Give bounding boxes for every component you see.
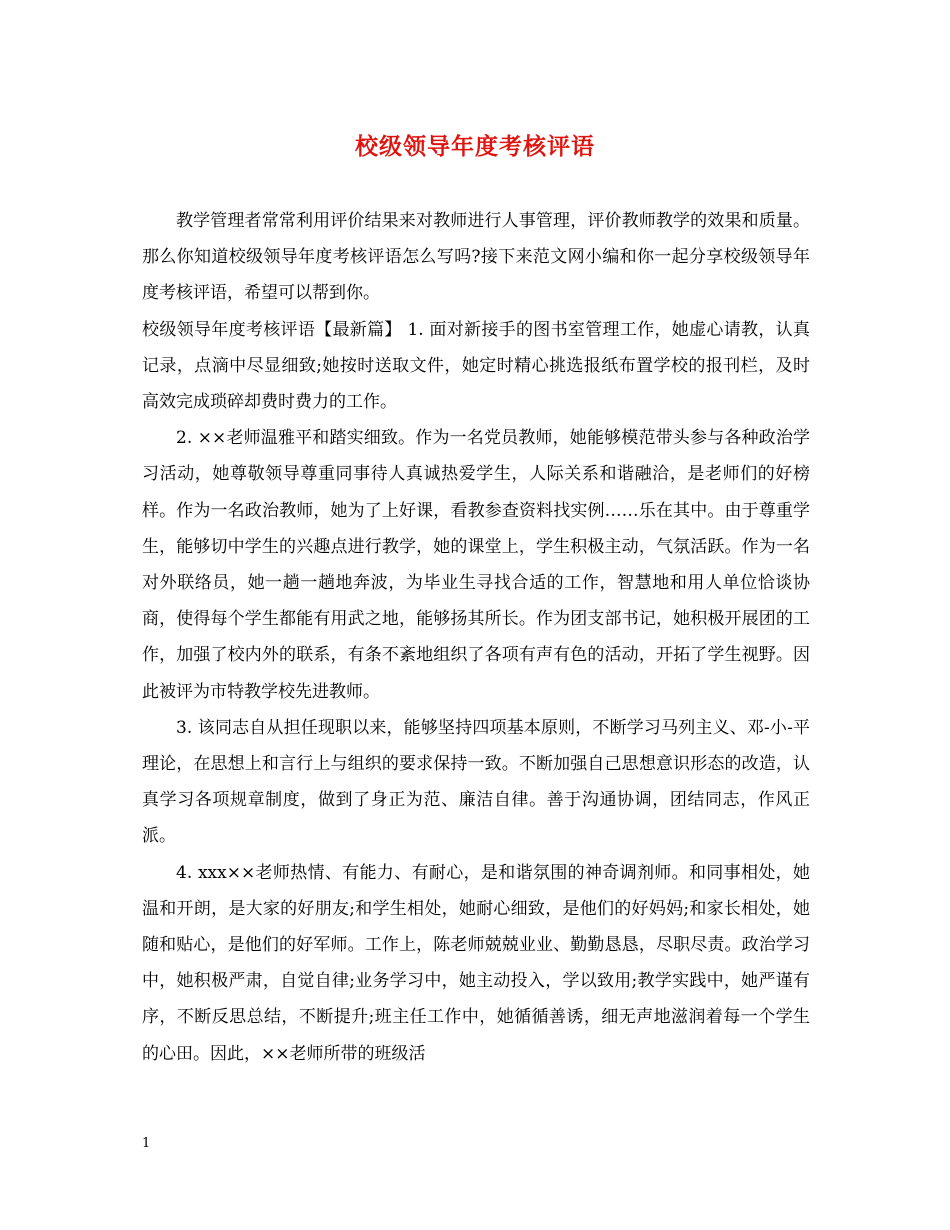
intro-paragraph: 教学管理者常常利用评价结果来对教师进行人事管理，评价教师教学的效果和质量。那么你知道校级领导年度考核评语怎么写吗?接下来范文网小编和你一起分享校级领导年度考核评语，希望可以帮到你。 xyxy=(142,211,810,304)
page-number: 1 xyxy=(142,1136,151,1151)
comment-paragraph-2: 2. ××老师温雅平和踏实细致。作为一名党员教师，她能够模范带头参与各种政治学习活动，她尊敬领导尊重同事待人真诚热爱学生，人际关系和谐融洽，是老师们的好榜样。作为一名政治教师，她为了上好课，看教参查资料找实例……乐在其中。由于尊重学生，能够切中学生的兴趣点进行教学，她的课堂上，学生积极主动，气氛活跃。作为一名对外联络员，她一趟一趟地奔波，为毕业生寻找合适的工作，智慧地和用人单位恰谈协商，使得每个学生都能有用武之地，能够扬其所长。作为团支部书记，她积极开展团的工作，加强了校内外的联系，有条不紊地组织了各项有声有色的活动，开拓了学生视野。因此被评为市特教学校先进教师。 xyxy=(142,428,810,702)
comment-paragraph-3: 3. 该同志自从担任现职以来，能够坚持四项基本原则，不断学习马列主义、邓-小-平理论，在思想上和言行上与组织的要求保持一致。不断加强自己思想意识形态的改造，认真学习各项规章制度，做到了身正为范、廉洁自律。善于沟通协调，团结同志，作风正派。 xyxy=(142,717,810,847)
comment-paragraph-4: 4. xxx××老师热情、有能力、有耐心，是和谐氛围的神奇调剂师。和同事相处，她温和开朗，是大家的好朋友;和学生相处，她耐心细致，是他们的好妈妈;和家长相处，她随和贴心，是他们的好军师。工作上，陈老师兢兢业业、勤勤恳恳，尽职尽责。政治学习中，她积极严肃，自觉自律;业务学习中，她主动投入，学以致用;教学实践中，她严谨有序，不断反思总结，不断提升;班主任工作中，她循循善诱，细无声地滋润着每一个学生的心田。因此，××老师所带的班级活 xyxy=(142,862,810,1064)
document-title: 校级领导年度考核评语 xyxy=(355,133,595,160)
document-body xyxy=(142,203,810,1072)
section-heading-paragraph: 校级领导年度考核评语【最新篇】 1. 面对新接手的图书室管理工作，她虚心请教，认真记录，点滴中尽显细致;她按时送取文件，她定时精心挑选报纸布置学校的报刊栏，及时高效完成琐碎却费时费力的工作。 xyxy=(142,319,810,413)
